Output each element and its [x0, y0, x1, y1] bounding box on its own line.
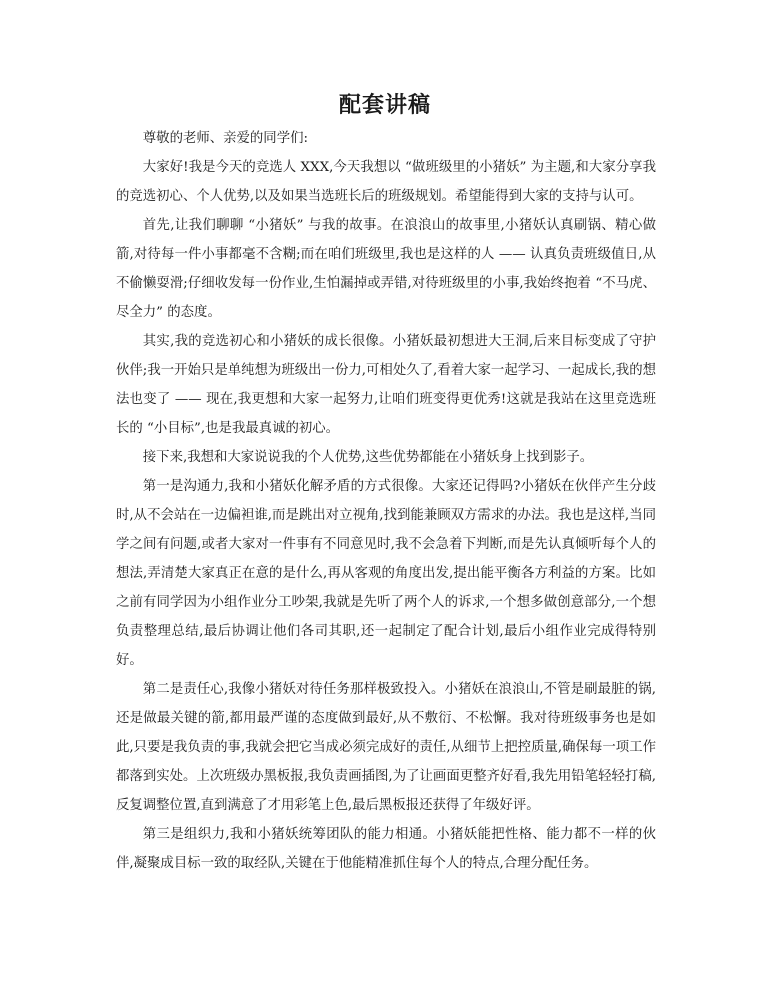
paragraph-advantages-intro: 接下来,我想和大家说说我的个人优势,这些优势都能在小猪妖身上找到影子。 — [142, 450, 594, 465]
paragraph-greeting: 大家好!我是今天的竞选人 XXX,今天我想以 “做班级里的小猪妖” 为主题,和大家分享我的竞选初心、个人优势,以及如果当选班长后的班级规划。希望能得到大家的支持与认可。 — [116, 160, 656, 204]
paragraph-responsibility: 第二是责任心,我像小猪妖对待任务那样极致投入。小猪妖在浪浪山,不管是刷最脏的锅,还是做最关键的箭,都用最严谨的态度做到最好,从不敷衍、不松懈。我对待班级事务也是如此,只要是我负责的事,我就会把它当成必须完成好的责任,从细节上把控质量,确保每一项工作都落到实处。上次班级办黑板报,我负责画插图,为了让画面更整齐好看,我先用铅笔轻轻打稿,反复调整位置,直到满意了才用彩笔上色,最后黑板报还获得了年级好评。 — [116, 682, 656, 813]
speech-body — [116, 124, 656, 878]
paragraph-motivation: 其实,我的竞选初心和小猪妖的成长很像。小猪妖最初想进大王洞,后来目标变成了守护伙伴;我一开始只是单纯想为班级出一份力,可相处久了,看着大家一起学习、一起成长,我的想法也变了 —— 现在,我更想和大家一起努力,让咱们班变得更优秀!这就是我站在这里竞选班长的 “小目标”,也是我最真诚的初心。 — [116, 334, 656, 436]
paragraph-story: 首先,让我们聊聊 “小猪妖” 与我的故事。在浪浪山的故事里,小猪妖认真刷锅、精心做箭,对待每一件小事都毫不含糊;而在咱们班级里,我也是这样的人 —— 认真负责班级值日,从不偷懒耍滑;仔细收发每一份作业,生怕漏掉或弄错,对待班级里的小事,我始终抱着 “不马虎、尽全力” 的态度。 — [116, 218, 656, 320]
page-title: 配套讲稿 — [338, 92, 431, 118]
paragraph-organization: 第三是组织力,我和小猪妖统筹团队的能力相通。小猪妖能把性格、能力都不一样的伙伴,凝聚成目标一致的取经队,关键在于他能精准抓住每个人的特点,合理分配任务。 — [116, 827, 656, 871]
salutation: 尊敬的老师、亲爱的同学们: — [142, 131, 308, 146]
paragraph-communication: 第一是沟通力,我和小猪妖化解矛盾的方式很像。大家还记得吗?小猪妖在伙伴产生分歧时,从不会站在一边偏袒谁,而是跳出对立视角,找到能兼顾双方需求的办法。我也是这样,当同学之间有问题,或者大家对一件事有不同意见时,我不会急着下判断,而是先认真倾听每个人的想法,弄清楚大家真正在意的是什么,再从客观的角度出发,提出能平衡各方利益的方案。比如之前有同学因为小组作业分工吵架,我就是先听了两个人的诉求,一个想多做创意部分,一个想负责整理总结,最后协调让他们各司其职,还一起制定了配合计划,最后小组作业完成得特别好。 — [116, 479, 656, 668]
